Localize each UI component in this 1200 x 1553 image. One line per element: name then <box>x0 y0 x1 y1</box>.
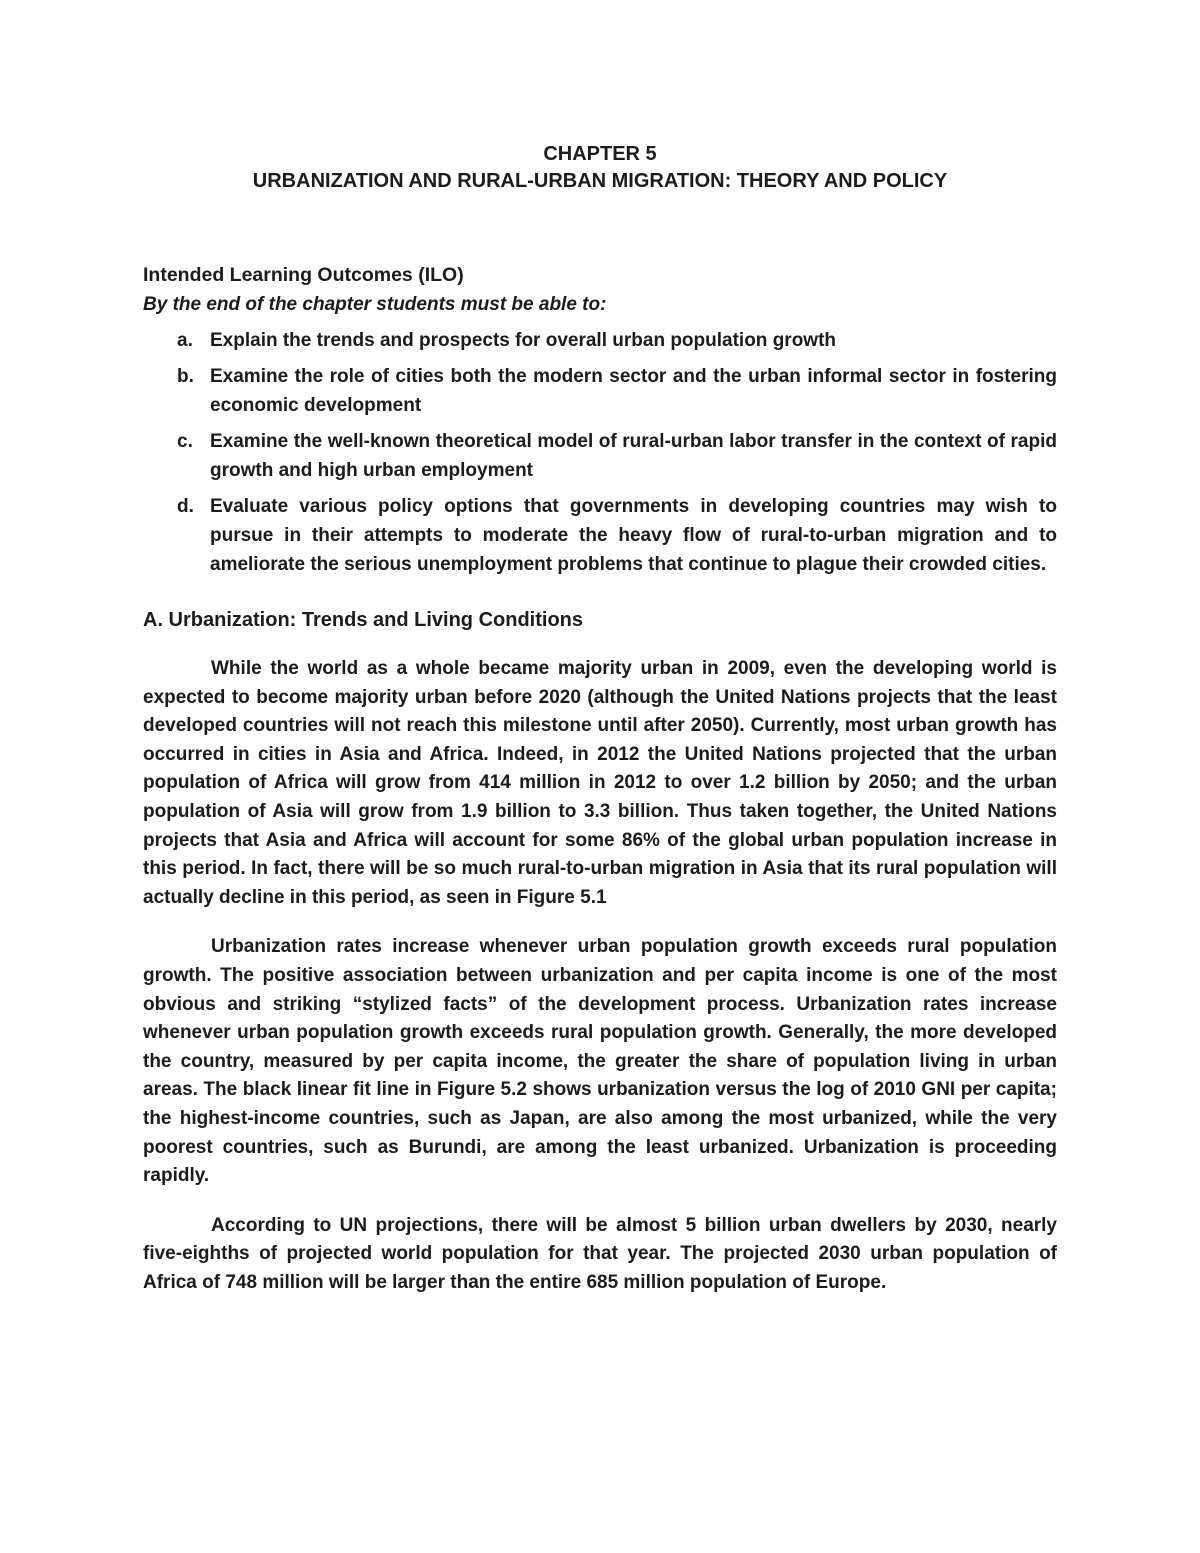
outcome-text-c: Examine the well-known theoretical model of rural-urban labor transfer in the context of rapid growth and high urban employment <box>210 431 1057 481</box>
chapter-subtitle: URBANIZATION AND RURAL-URBAN MIGRATION: THEORY AND POLICY <box>252 170 948 192</box>
title-block <box>143 141 1057 195</box>
ilo-heading: Intended Learning Outcomes (ILO) <box>143 264 464 286</box>
paragraph-urbanization-income: Urbanization rates increase whenever urban population growth exceeds rural population growth. The positive association between urbanization and per capita income is one of the most obvious and striking “stylized facts” of the development process. Urbanization rates increase whenever urban population growth exceeds rural population growth. Generally, the more developed the country, measured by per capita income, the greater the share of population living in urban areas. The black linear fit line in Figure 5.2 shows urbanization versus the log of 2010 GNI per capita; the highest-income countries, such as Japan, are also among the most urbanized, while the very poorest countries, such as Burundi, are among the least urbanized. Urbanization is proceeding rapidly. <box>143 936 1057 1187</box>
outcome-item-a <box>143 326 1057 355</box>
paragraph-un-projections: According to UN projections, there will be almost 5 billion urban dwellers by 2030, nearly five-eighths of projected world population for that year. The projected 2030 urban population of Africa of 748 million will be larger than the entire 685 million population of Europe. <box>143 1214 1057 1293</box>
outcome-marker-d: d. <box>177 496 194 517</box>
outcome-item-d <box>143 492 1057 579</box>
outcome-item-c <box>143 427 1057 485</box>
outcome-marker-c: c. <box>177 431 193 452</box>
outcome-marker-a: a. <box>177 330 193 351</box>
section-heading: A. Urbanization: Trends and Living Conditions <box>143 609 583 631</box>
outcome-marker-b: b. <box>177 366 194 387</box>
chapter-title: CHAPTER 5 <box>543 143 657 165</box>
ilo-intro: By the end of the chapter students must be able to: <box>143 294 607 315</box>
outcome-list <box>143 326 1057 579</box>
outcome-text-b: Examine the role of cities both the modern sector and the urban informal sector in fostering economic development <box>210 366 1057 416</box>
outcome-text-d: Evaluate various policy options that governments in developing countries may wish to pursue in their attempts to moderate the heavy flow of rural-to-urban migration and to ameliorate the serious unemployment problems that continue to plague their crowded cities. <box>210 496 1057 575</box>
outcome-text-a: Explain the trends and prospects for overall urban population growth <box>210 330 837 351</box>
outcome-item-b <box>143 362 1057 420</box>
paragraph-urban-growth-trends: While the world as a whole became majority urban in 2009, even the developing world is expected to become majority urban before 2020 (although the United Nations projects that the least developed countries will not reach this milestone until after 2050). Currently, most urban growth has occurred in cities in Asia and Africa. Indeed, in 2012 the United Nations projected that the urban population of Africa will grow from 414 million in 2012 to over 1.2 billion by 2050; and the urban population of Asia will grow from 1.9 billion to 3.3 billion. Thus taken together, the United Nations projects that Asia and Africa will account for some 86% of the global urban population increase in this period. In fact, there will be so much rural-to-urban migration in Asia that its rural population will actually decline in this period, as seen in Figure 5.1 <box>143 658 1057 908</box>
